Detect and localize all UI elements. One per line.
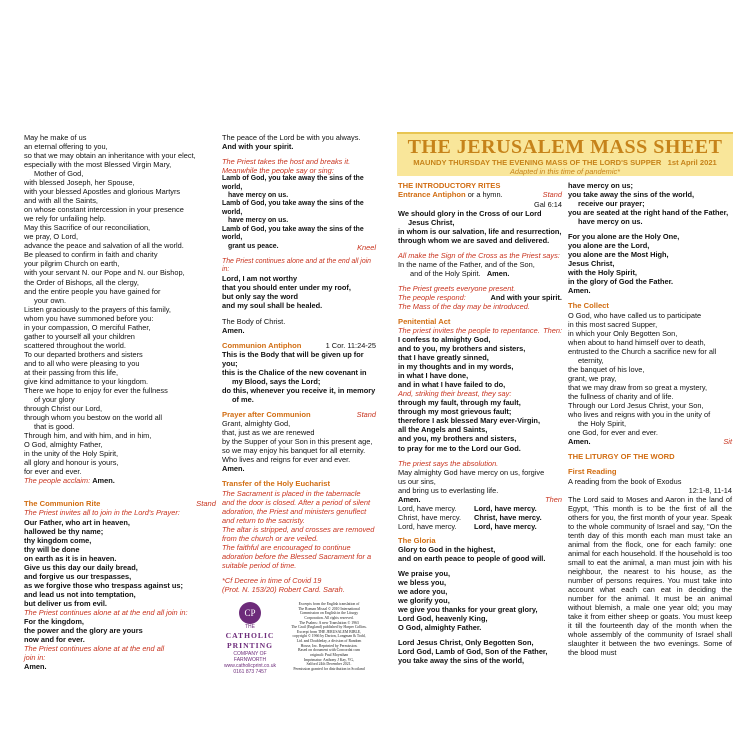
- column-eucharistic-prayer: [24, 133, 216, 671]
- collect-line: the fullness of charity and of life.: [568, 391, 674, 401]
- kyrie-priest: Lord, have mercy.: [398, 521, 457, 531]
- logo-phone: 0161 873 7457: [233, 668, 267, 675]
- prayer-line: at their passing from this life,: [24, 367, 119, 377]
- gloria-e-line: in the glory of God the Father.: [568, 277, 674, 287]
- logo-web: www.catholicprint.co.uk: [224, 662, 276, 669]
- kyrie-row: [398, 504, 562, 513]
- prayer-line: and the entire people you have gained for: [24, 286, 161, 296]
- rubric-strike-breast: And, striking their breast, they say:: [398, 389, 512, 399]
- doxology-line: For the kingdom,: [24, 616, 84, 626]
- body-of-christ: The Body of Christ.: [222, 316, 286, 326]
- copyright-line: Based on document with Concordat cum: [298, 648, 360, 653]
- holy-spirit: and of the Holy Spirit.: [410, 268, 481, 278]
- prayer-line: through whom you bestow on the world all: [24, 412, 163, 422]
- copyright-line: Salford 24th December 2021.: [306, 662, 352, 667]
- copyright-line: The Roman Missal © 2010 International: [298, 606, 360, 611]
- reading-text: The Lord said to Moses and Aaron in the land of Egypt, 'This month is to be the first of all the others for you, the first month of your year. Speak to the whole community of Israel and say, "On the tenth day of this month each man must take an animal from the flock, one for each family: one animal for each household. If the household is too small to eat the animal, a man must join with his neighbour, the nearest to his house, as the number of persons requires. You must take into account what each can eat in deciding the number for the animal. It must be an animal without blemish, a male one year old; you may take it from either sheep or goats. You must keep it till the fourteenth day of the month when the whole assembly of the community of Israel shall slaughter it between the two evenings. Some of the blood must: [568, 494, 732, 658]
- collect-line: grant, we pray,: [568, 373, 617, 383]
- amen: Amen.: [92, 476, 115, 486]
- prayer-line: whom you have summoned before you:: [24, 313, 154, 323]
- gloria-d-line: you take away the sins of the world,: [568, 190, 695, 200]
- gloria-d-line: receive our prayer;: [578, 199, 645, 209]
- logo-name-1: CATHOLIC: [225, 631, 275, 641]
- prayer-line: especially with the most Blessed Virgin Mary,: [24, 160, 172, 170]
- rubric-host: The Priest takes the host and breaks it.: [222, 157, 351, 167]
- lamb-line-3: Lamb of God, you take away the sins of the world,: [222, 225, 364, 242]
- prayer-line: so that we may obtain an inheritance with your elect,: [24, 151, 196, 161]
- amen-2: Amen.: [568, 437, 591, 447]
- prayer-line: advance the peace and salvation of all the world.: [24, 241, 184, 251]
- peace-line: The peace of the Lord be with you always.: [222, 133, 361, 142]
- amen: Amen.: [222, 325, 245, 335]
- decree-line-2: (Prot. N. 153/20) Robert Card. Sarah.: [222, 585, 345, 594]
- gloria-e-line: For you alone are the Holy One,: [568, 232, 680, 242]
- gloria-b-line: O God, almighty Father.: [398, 623, 482, 633]
- transfer-line: The Sacrament is placed in the tabernacle: [222, 488, 361, 498]
- antiphon-line: do this, whenever you receive it, in memory: [222, 385, 376, 395]
- collect-line: entrusted to the Church a sacrifice new for all: [568, 346, 717, 356]
- logo-name-2: PRINTING: [227, 641, 273, 651]
- prayer-after-communion-text: [222, 419, 376, 464]
- copyright-line: Excerpts from the English translation of: [298, 602, 360, 607]
- prayer-line: and with all the Saints,: [24, 196, 98, 206]
- rubric-priest-continues-2: The Priest continues alone at at the end all: [24, 643, 165, 653]
- copyright-line: Commission on English in the Liturgy: [299, 611, 359, 616]
- collect-line: in this most sacred Supper,: [568, 319, 658, 329]
- transfer-line: adoration, the Priest and ministers genuflect: [222, 506, 367, 516]
- rubric-people-sing: Meanwhile the people say or sing:: [222, 166, 334, 176]
- gloria-d-line: have mercy on us;: [568, 181, 633, 190]
- entrance-antiphon-text: [398, 209, 562, 245]
- prayer-line: we rely for unfailing help.: [24, 214, 106, 224]
- collect-line: when about to hand himself over to death,: [568, 337, 706, 347]
- absolution-line: May almighty God have mercy on us, forgive: [398, 467, 545, 477]
- publisher-block: [222, 602, 376, 675]
- prayer-line: with blessed Joseph, her Spouse,: [24, 178, 135, 188]
- lords-prayer: [24, 518, 216, 608]
- collect-line: in which your Only Begotten Son,: [568, 328, 678, 338]
- gloria-heading: The Gloria: [398, 535, 436, 545]
- transfer-line: adoration before the Blessed Sacrament for a: [222, 551, 372, 561]
- doxology-line: now and for ever.: [24, 634, 85, 644]
- gloria-b-line: we give you thanks for your great glory,: [398, 605, 538, 615]
- collect-text: [568, 311, 732, 437]
- prayer-line: Through him, and with him, and in him,: [24, 431, 152, 441]
- prayer-after-line: Who lives and reigns for ever and ever.: [222, 455, 351, 465]
- antiphon-line: This is the Body that will be given up for you;: [222, 349, 364, 368]
- not-worthy-line: Lord, I am not worthy: [222, 274, 298, 284]
- prayer-line: There we hope to enjoy for ever the fullness: [24, 385, 168, 395]
- rubric-absolution: The priest says the absolution.: [398, 458, 499, 468]
- kyrie: [398, 504, 562, 531]
- confiteor-b-line: through my fault, through my fault,: [398, 398, 521, 408]
- confiteor-b-line: therefore I ask blessed Mary ever-Virgin,: [398, 416, 540, 426]
- copyright-line: The Psalms: A new Translation © 1963: [299, 620, 359, 625]
- lords-prayer-line: but deliver us from evil.: [24, 598, 107, 608]
- transfer-line: The faithful are encouraged to continue: [222, 542, 351, 552]
- prayer-line: for ever and ever.: [24, 467, 82, 477]
- entrance-antiphon-heading: Entrance Antiphon: [398, 190, 466, 200]
- rubric-respond: The people respond:: [398, 292, 466, 302]
- column-communion: [222, 133, 376, 675]
- amen-2: Amen.: [398, 494, 421, 504]
- lords-prayer-line: and forgive us our trespasses,: [24, 571, 132, 581]
- transfer-line: The altar is stripped, and crosses are removed: [222, 524, 375, 534]
- decree-line-1: *Cf Decree in time of Covid 19: [222, 575, 322, 585]
- doxology: [24, 617, 216, 644]
- kyrie-priest: Lord, have mercy.: [398, 503, 457, 513]
- entrance-line: We should glory in the Cross of our Lord: [398, 208, 542, 218]
- transfer-line: and the door is closed. After a period of silent: [222, 497, 371, 507]
- amen: Amen.: [486, 268, 510, 278]
- lord-i-am-not-worthy: [222, 274, 376, 310]
- lords-prayer-line: thy will be done: [24, 544, 80, 554]
- prayer-line: and to all who were pleasing to you: [24, 358, 140, 368]
- prayer-after-line: Grant, almighty God,: [222, 419, 291, 429]
- prayer-line: O God, almighty Father,: [24, 440, 103, 450]
- stand-rubric: Stand: [356, 410, 376, 419]
- transfer-line: suitable period of time.: [222, 560, 297, 570]
- confiteor-part-2: [398, 398, 562, 452]
- and-with-your-spirit: And with your spirit.: [222, 142, 294, 152]
- copyright-line: originali: Paul Moynihan: [309, 652, 349, 657]
- gloria-c-line: Lord God, Lamb of God, Son of the Father,: [398, 647, 548, 657]
- first-reading-heading: First Reading: [568, 467, 617, 477]
- gal-ref: Gal 6:14: [534, 199, 562, 209]
- prayer-line: with your blessed Apostles and glorious Martyrs: [24, 187, 181, 197]
- transfer-heading: Transfer of the Holy Eucharist: [222, 479, 331, 489]
- sheet-subtitle: MAUNDY THURSDAY THE EVENING MASS OF THE LORD'S SUPPER: [413, 158, 662, 167]
- gloria-c-line: Lord Jesus Christ, Only Begotten Son,: [398, 638, 534, 648]
- confiteor-line: and in what I have failed to do,: [398, 380, 506, 390]
- kneel-rubric: Kneel: [357, 242, 376, 252]
- prayer-line: May he make of us: [24, 133, 87, 142]
- kyrie-row: [398, 513, 562, 522]
- in-the-name: In the name of the Father, and of the Son,: [398, 259, 535, 269]
- collect-line: one God, for ever and ever.: [568, 428, 658, 438]
- lamb-line-1b: have mercy on us.: [228, 191, 289, 199]
- copyright-text: [286, 602, 372, 671]
- antiphon-line: this is the Chalice of the new covenant in: [222, 367, 367, 377]
- rubric-priest-continues: The Priest continues alone at at the end all join in:: [24, 607, 188, 617]
- rubric-sign-of-cross: All make the Sign of the Cross as the Priest says:: [398, 250, 560, 260]
- rubric-join-in: join in:: [24, 652, 46, 662]
- gloria-part-3: [398, 638, 562, 665]
- kyrie-priest: Christ, have mercy.: [398, 512, 462, 522]
- collect-line: O God, who have called us to participate: [568, 310, 702, 320]
- catholic-printing-logo: [222, 602, 278, 675]
- copyright-line: Excerpt from THE JERUSALEM BIBLE,: [296, 629, 362, 634]
- communion-ref: 1 Cor. 11:24-25: [325, 340, 376, 350]
- entrance-line: through whom we are saved and delivered.: [398, 235, 550, 245]
- prayer-line: your pilgrim Church on earth,: [24, 259, 120, 269]
- introductory-rites-heading: THE INTRODUCTORY RITES: [398, 181, 501, 190]
- prayer-line: on whose constant intercession in your presence: [24, 205, 184, 215]
- copyright-line: Imprimatur: Anthony J Kay, VG,: [303, 657, 355, 662]
- lamb-line-1: Lamb of God, you take away the sins of the world,: [222, 175, 364, 191]
- doxology-line: the power and the glory are yours: [24, 625, 143, 635]
- confiteor-b-line: to pray for me to the Lord our God.: [398, 443, 521, 453]
- gloria-b-line: we glorify you,: [398, 596, 450, 606]
- gloria-e-line: with the Holy Spirit,: [568, 268, 637, 278]
- gloria-a-line: and on earth peace to people of good will.: [398, 554, 546, 564]
- rubric-greets: The Priest greets everyone present.: [398, 283, 516, 293]
- confiteor-line: in my thoughts and in my words,: [398, 362, 514, 372]
- entrance-line: in whom is our salvation, life and resurrection,: [398, 226, 562, 236]
- prayer-after-line: that, just as we are renewed: [222, 428, 315, 438]
- collect-line: eternity,: [578, 355, 604, 365]
- confiteor-b-line: through my most grievous fault;: [398, 407, 512, 417]
- confiteor-b-line: all the Angels and Saints,: [398, 425, 488, 435]
- confiteor-line: in what I have done,: [398, 371, 469, 381]
- prayer-line: your own.: [34, 295, 67, 305]
- gloria-part-1: [398, 545, 562, 563]
- prayer-line: through Christ our Lord,: [24, 403, 103, 413]
- prayer-line: an eternal offering to you,: [24, 142, 108, 152]
- confiteor-part-1: [398, 335, 562, 389]
- liturgy-of-word-heading: THE LITURGY OF THE WORD: [568, 452, 675, 462]
- lords-prayer-line: thy kingdom come,: [24, 535, 92, 545]
- lords-prayer-line: hallowed be thy name;: [24, 526, 104, 536]
- prayer-line: that is good.: [34, 422, 75, 431]
- prayer-after-communion-heading: Prayer after Communion: [222, 410, 311, 419]
- gloria-b-line: We praise you,: [398, 569, 451, 579]
- collect-line: that we may draw from so great a mystery,: [568, 382, 708, 392]
- reading-source: A reading from the book of Exodus: [568, 476, 682, 486]
- adapted-note: Adapted in this time of pandemic*: [509, 167, 621, 177]
- communion-antiphon-text: [222, 350, 376, 404]
- not-worthy-line: that you should enter under my roof,: [222, 283, 351, 293]
- prayer-line: the Order of Bishops, all the clergy,: [24, 277, 139, 287]
- lamb-line-2b: have mercy on us.: [228, 217, 289, 225]
- kyrie-people: Lord, have mercy.: [474, 503, 537, 513]
- lords-prayer-line: and lead us not into temptation,: [24, 589, 136, 599]
- prayer-line: with your servant N. our Pope and N. our Bishop,: [24, 268, 185, 278]
- prayer-line: all glory and honour is yours,: [24, 458, 119, 468]
- collect-line: who lives and reigns with you in the unity of: [568, 409, 711, 419]
- prayer-line: scattered throughout the world.: [24, 340, 126, 350]
- copyright-line: The Grail (England) published by Harper Collins.: [291, 625, 367, 630]
- rubric-introduced: The Mass of the day may be introduced.: [398, 301, 530, 311]
- prayer-line: give kind admittance to your kingdom.: [24, 376, 149, 386]
- communion-rite-heading: The Communion Rite: [24, 499, 101, 509]
- kyrie-row: [398, 522, 562, 531]
- rubric-priest-continues: The Priest continues alone and at the end all join in:: [222, 257, 372, 273]
- gloria-c-line: you take away the sins of the world,: [398, 656, 525, 666]
- sheet-title: THE JERUSALEM MASS SHEET: [407, 136, 723, 158]
- mass-sheet-banner: [397, 132, 733, 176]
- prayer-line: in your compassion, O merciful Father,: [24, 322, 151, 332]
- gloria-part-2: [398, 569, 562, 632]
- amen: Amen.: [568, 286, 591, 296]
- prayer-line: To our departed brothers and sisters: [24, 349, 143, 359]
- prayer-line: Listen graciously to the prayers of this family,: [24, 304, 171, 314]
- prayer-line: Be pleased to confirm in faith and charity: [24, 250, 158, 260]
- lords-prayer-line: Give us this day our daily bread,: [24, 562, 138, 572]
- confiteor-line: and to you, my brothers and sisters,: [398, 344, 526, 354]
- copyright-line: copyright © 1966 by Darton, Longman & Todd,: [292, 634, 366, 639]
- penitential-act-heading: Penitential Act: [398, 316, 451, 326]
- amen-2: Amen.: [24, 662, 47, 671]
- prayer-after-line: so we may enjoy his banquet for all eternity.: [222, 446, 366, 456]
- gloria-b-line: Lord God, heavenly King,: [398, 614, 488, 624]
- collect-heading: The Collect: [568, 301, 609, 311]
- gloria-a-line: Glory to God in the highest,: [398, 545, 496, 555]
- transfer-rubric: [222, 489, 376, 570]
- entrance-line: Jesus Christ,: [408, 217, 455, 227]
- column-collect-and-reading: [568, 181, 732, 657]
- copyright-line: House, Inc. Reprinted by Permission.: [300, 643, 358, 648]
- sit-rubric: Sit: [723, 437, 732, 447]
- column-introductory-rites: [398, 181, 562, 665]
- prayer-line: May this Sacrifice of our reconciliation,: [24, 223, 151, 233]
- confiteor-b-line: and you, my brothers and sisters,: [398, 434, 517, 444]
- lamb-line-3b: grant us peace.: [228, 242, 279, 250]
- prayer-line: we pray, O Lord,: [24, 232, 79, 242]
- antiphon-line: of me.: [232, 394, 254, 404]
- gloria-part-4: [568, 181, 732, 226]
- rubric-people-acclaim: The people acclaim:: [24, 476, 91, 486]
- copyright-line: Permission granted for distribution in Scotland: [293, 666, 365, 671]
- logo-icon: CP: [239, 602, 261, 624]
- gloria-part-5: [568, 232, 732, 286]
- copyright-line: Ltd. and Doubleday, a division of Random: [296, 639, 362, 644]
- then-rubric: Then:: [543, 326, 562, 336]
- prayer-line: Mother of God,: [34, 169, 84, 179]
- or-hymn: or a hymn.: [467, 190, 503, 200]
- prayer-after-line: by the Supper of your Son in this present age,: [222, 437, 373, 447]
- kyrie-people: Lord, have mercy.: [474, 521, 537, 531]
- confiteor-line: that I have greatly sinned,: [398, 353, 489, 363]
- copyright-line: Corporation. All rights reserved.: [304, 615, 354, 620]
- absolution-line: us our sins,: [398, 476, 436, 486]
- absolution-text: [398, 468, 562, 495]
- communion-antiphon-heading: Communion Antiphon: [222, 340, 302, 350]
- not-worthy-line: and my soul shall be healed.: [222, 301, 323, 311]
- stand-rubric: Stand: [542, 190, 562, 200]
- lords-prayer-line: on earth as it is in heaven.: [24, 553, 117, 563]
- prayer-line: gather to yourself all your children: [24, 331, 135, 341]
- gloria-e-line: you alone are the Most High,: [568, 250, 669, 260]
- transfer-line: and return to the sacristy.: [222, 515, 305, 525]
- lords-prayer-line: Our Father, who art in heaven,: [24, 517, 130, 527]
- and-with-your-spirit: And with your spirit.: [490, 292, 562, 302]
- gloria-e-line: you alone are the Lord,: [568, 241, 650, 251]
- logo-the: THE: [245, 624, 255, 631]
- gloria-e-line: Jesus Christ,: [568, 259, 615, 269]
- transfer-line: from the church or are veiled.: [222, 533, 319, 543]
- prayer-line: in the unity of the Holy Spirit,: [24, 449, 119, 459]
- gloria-d-line: have mercy on us.: [578, 217, 643, 227]
- collect-line: the banquet of his love,: [568, 364, 645, 374]
- sheet-date: 1st April 2021: [667, 158, 717, 167]
- logo-sub: COMPANY OF FARNWORTH: [233, 650, 267, 663]
- rubric-lords-prayer: The Priest invites all to join in the Lord's Prayer:: [24, 508, 180, 518]
- reading-ref: 12:1-8, 11-14: [688, 485, 732, 495]
- gloria-d-line: you are seated at the right hand of the Father,: [568, 208, 729, 218]
- gloria-b-line: we bless you,: [398, 578, 447, 588]
- confiteor-line: I confess to almighty God,: [398, 335, 491, 345]
- eucharistic-prayer-text: [24, 133, 216, 476]
- collect-line: the Holy Spirit,: [578, 419, 627, 428]
- gloria-b-line: we adore you,: [398, 587, 448, 597]
- collect-line: Through our Lord Jesus Christ, your Son,: [568, 400, 704, 410]
- lords-prayer-line: as we forgive those who trespass against us;: [24, 580, 183, 590]
- prayer-line: of your glory: [34, 394, 75, 404]
- then-rubric-2: Then: [545, 494, 562, 504]
- lamb-line-2: Lamb of God, you take away the sins of the world,: [222, 200, 364, 216]
- kyrie-people: Christ, have mercy.: [474, 512, 542, 522]
- absolution-line: and bring us to everlasting life.: [398, 485, 499, 495]
- rubric-repentance: The priest invites the people to repentance.: [398, 326, 540, 336]
- amen-2: Amen.: [222, 464, 245, 474]
- not-worthy-line: but only say the word: [222, 292, 298, 302]
- antiphon-line: my Blood, says the Lord;: [232, 376, 321, 386]
- stand-rubric: Stand: [196, 499, 216, 509]
